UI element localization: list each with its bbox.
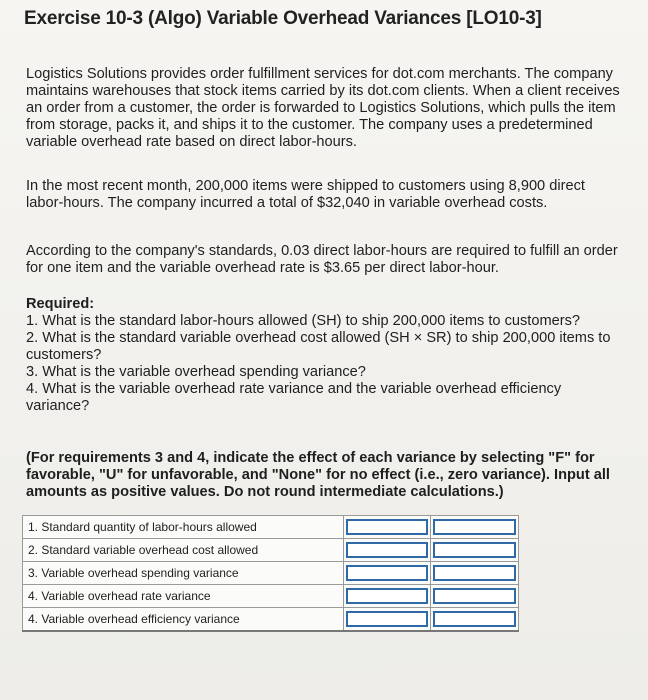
efficiency-variance-effect-select[interactable] xyxy=(433,611,516,627)
rate-variance-effect-select[interactable] xyxy=(433,588,516,604)
standard-cost-input[interactable] xyxy=(346,542,429,558)
row-label-spending-variance: 3. Variable overhead spending variance xyxy=(23,562,344,585)
rate-variance-input[interactable] xyxy=(346,588,429,604)
month-paragraph: In the most recent month, 200,000 items were shipped to customers using 8,900 direct labor-hours. The company incurred a total of $32,040 in variable overhead costs. xyxy=(26,178,585,211)
table-row xyxy=(23,608,519,632)
required-item-2: 2. What is the standard variable overhead cost allowed (SH × SR) to ship 200,000 items to customers? xyxy=(26,330,611,363)
table-row xyxy=(23,585,519,608)
standards-paragraph: According to the company's standards, 0.03 direct labor-hours are required to fulfill an order for one item and the variable overhead rate is $3.65 per direct labor-hour. xyxy=(26,243,618,276)
required-item-4: 4. What is the variable overhead rate variance and the variable overhead efficiency variance? xyxy=(26,381,562,414)
spending-variance-input[interactable] xyxy=(346,565,429,581)
answer-table xyxy=(22,515,519,632)
intro-paragraph: Logistics Solutions provides order fulfillment services for dot.com merchants. The company maintains warehouses that stock items carried by its dot.com clients. When a client receives an order from a customer, the order is forwarded to Logistics Solutions, which pulls the item from storage, packs it, and ships it to the customer. The company uses a predetermined variable overhead rate based on direct labor-hours. xyxy=(26,66,620,150)
table-row xyxy=(23,516,519,539)
efficiency-variance-input[interactable] xyxy=(346,611,429,627)
table-row xyxy=(23,539,519,562)
standard-quantity-effect-select[interactable] xyxy=(433,519,516,535)
row-label-standard-quantity: 1. Standard quantity of labor-hours allowed xyxy=(23,516,344,539)
standard-quantity-input[interactable] xyxy=(346,519,429,535)
row-label-rate-variance: 4. Variable overhead rate variance xyxy=(23,585,344,608)
instructions-note: (For requirements 3 and 4, indicate the effect of each variance by selecting "F" for favorable, "U" for unfavorable, and "None" for no effect (i.e., zero variance). Input all amounts as positive values. Do not round intermediate calculations.) xyxy=(26,450,610,500)
table-row xyxy=(23,562,519,585)
row-label-efficiency-variance: 4. Variable overhead efficiency variance xyxy=(23,608,344,632)
required-item-3: 3. What is the variable overhead spending variance? xyxy=(26,364,366,380)
exercise-title: Exercise 10-3 (Algo) Variable Overhead Variances [LO10-3] xyxy=(24,8,542,29)
standard-cost-effect-select[interactable] xyxy=(433,542,516,558)
required-heading: Required: xyxy=(26,296,95,312)
required-item-1: 1. What is the standard labor-hours allowed (SH) to ship 200,000 items to customers? xyxy=(26,313,581,329)
required-section xyxy=(26,296,626,415)
spending-variance-effect-select[interactable] xyxy=(433,565,516,581)
row-label-standard-cost: 2. Standard variable overhead cost allowed xyxy=(23,539,344,562)
